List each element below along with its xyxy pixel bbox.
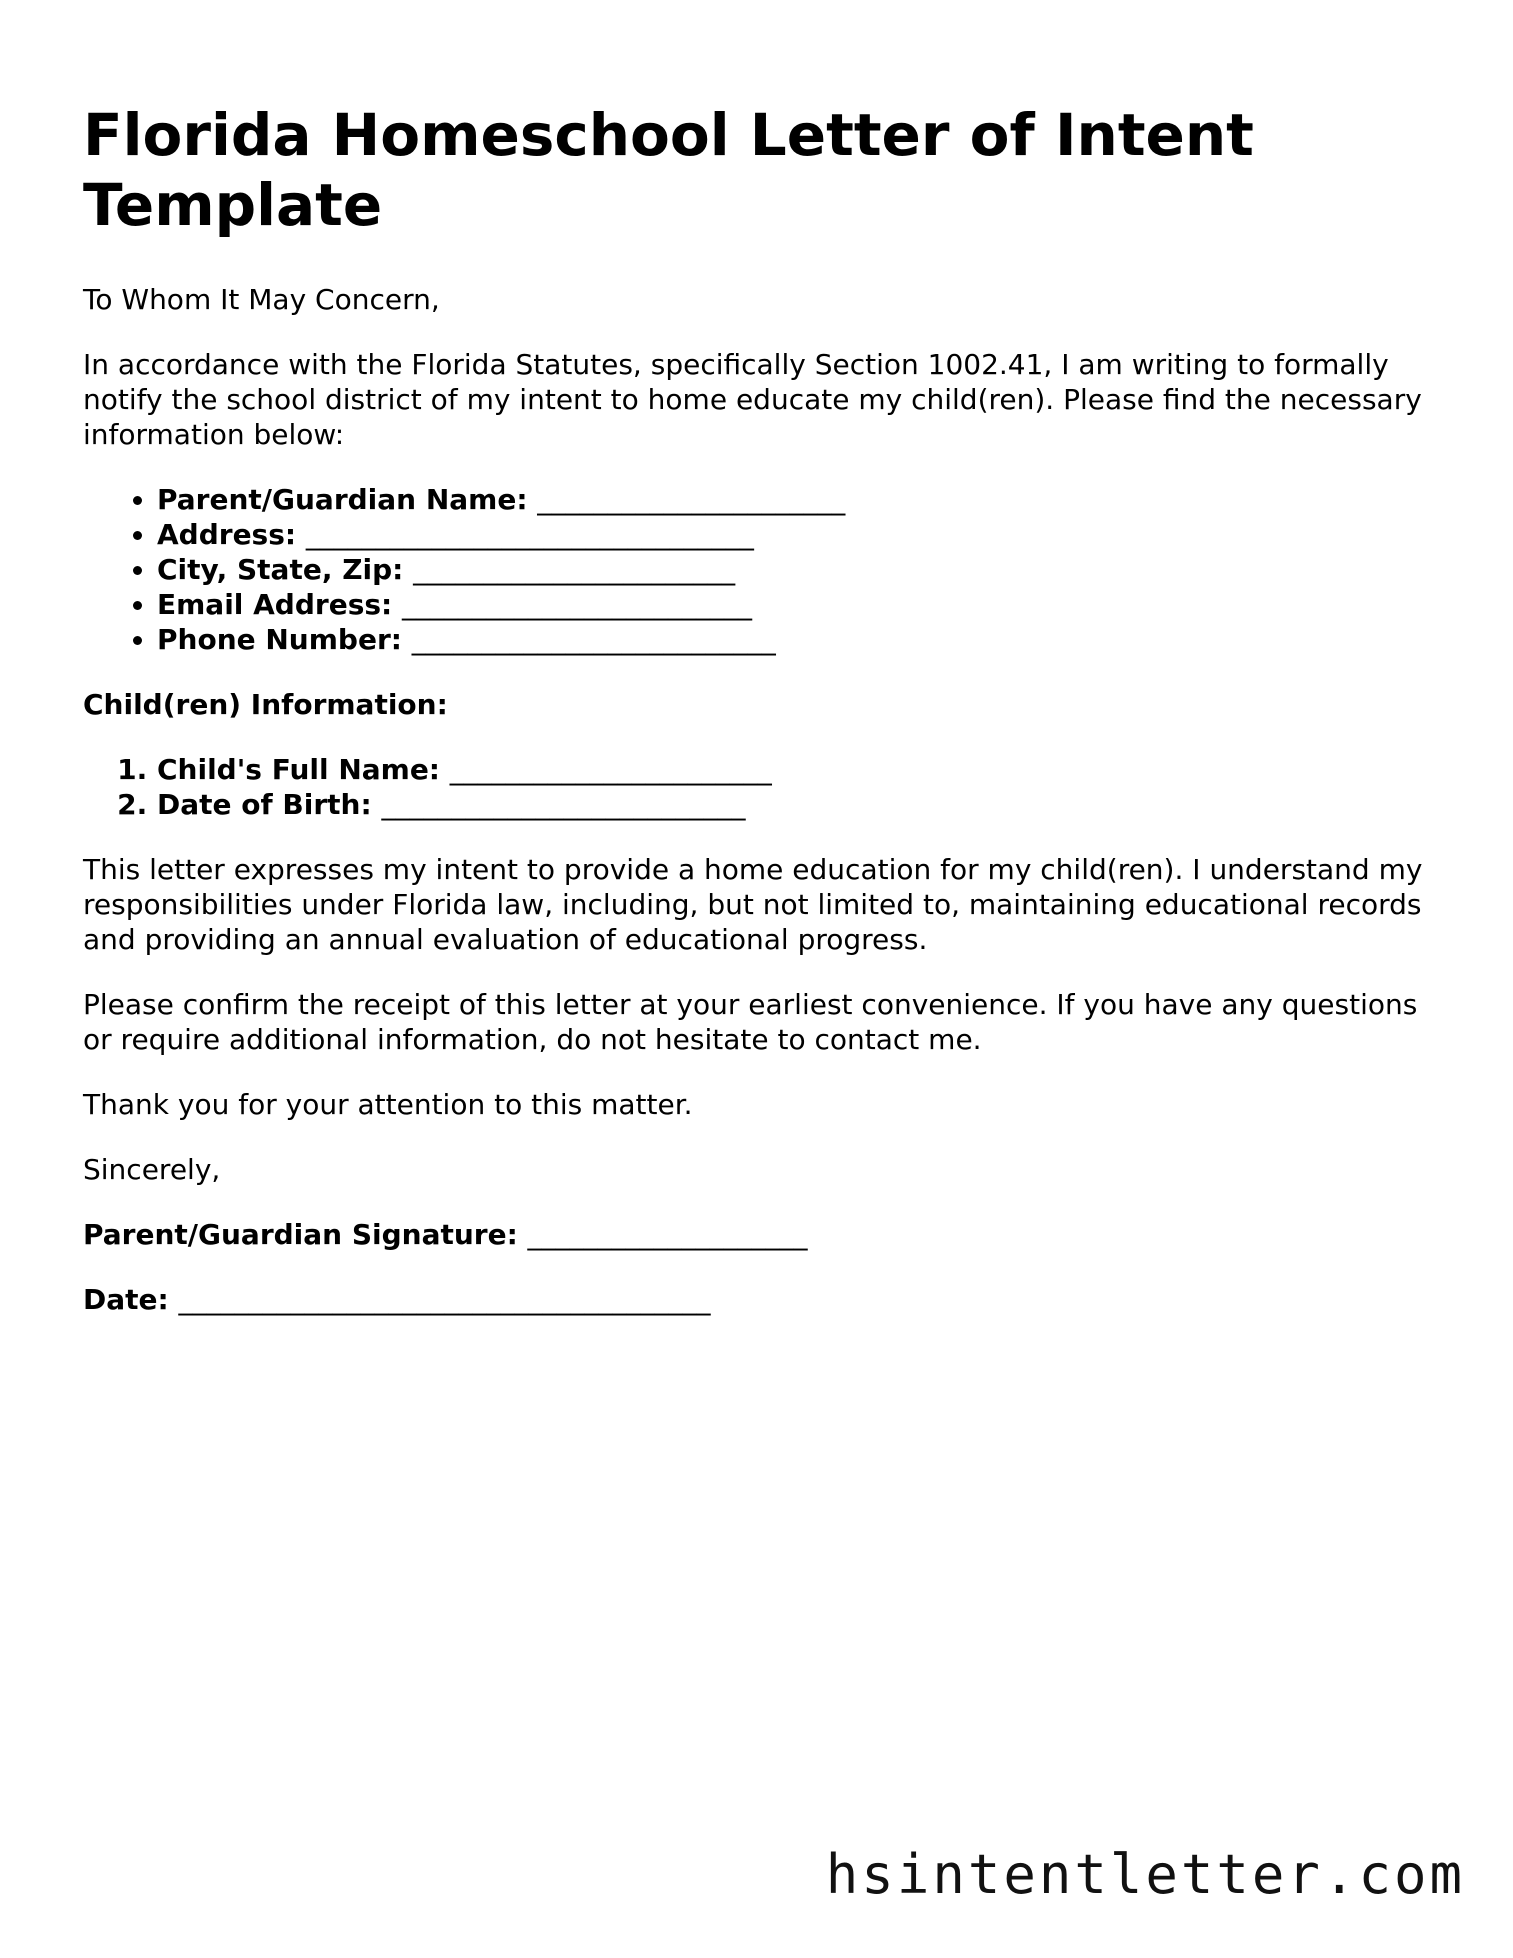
salutation: To Whom It May Concern, — [83, 283, 440, 316]
parent-info-list — [83, 482, 1443, 657]
field-label: Parent/Guardian Name: — [157, 483, 528, 516]
thanks-line: Thank you for your attention to this matter. — [83, 1088, 693, 1121]
body-paragraph: Please confirm the receipt of this letter at your earliest convenience. If you have any questions or require additional information, do not hesitate to contact me. — [83, 988, 1418, 1056]
field-label: Date: — [83, 1283, 169, 1316]
body-paragraph: This letter expresses my intent to provide a home education for my child(ren). I understand my responsibilities under Florida law, including, but not limited to, maintaining educational records and providing an annual evaluation of educational progress. — [83, 853, 1423, 956]
list-item — [157, 517, 1443, 552]
list-item — [157, 587, 1443, 622]
closing-line: Sincerely, — [83, 1153, 221, 1186]
field-label: Phone Number: — [157, 623, 402, 656]
list-item — [157, 787, 1443, 822]
fill-in-line: ________________________________ — [305, 518, 754, 551]
list-item — [157, 622, 1443, 657]
date-line — [83, 1282, 1443, 1317]
field-label: Email Address: — [157, 588, 393, 621]
fill-in-line: _______________________ — [449, 753, 772, 786]
field-label: Date of Birth: — [157, 788, 372, 821]
list-item — [157, 482, 1443, 517]
fill-in-line: _______________________ — [413, 553, 736, 586]
field-label: Child's Full Name: — [157, 753, 441, 786]
fill-in-line: __________________________ — [411, 623, 776, 656]
field-label: Address: — [157, 518, 297, 551]
list-item — [157, 552, 1443, 587]
page-title: Florida Homeschool Letter of Intent Template — [83, 101, 1254, 239]
fill-in-line: ______________________ — [537, 483, 846, 516]
children-info-list — [83, 752, 1443, 822]
fill-in-line: _________________________ — [401, 588, 752, 621]
list-item — [157, 752, 1443, 787]
field-label: City, State, Zip: — [157, 553, 404, 586]
watermark: hsintentletter.com — [825, 1843, 1465, 1906]
fill-in-line: ____________________ — [527, 1218, 808, 1251]
letter-page — [83, 100, 1443, 1317]
fill-in-line: ______________________________________ — [178, 1283, 711, 1316]
field-label: Parent/Guardian Signature: — [83, 1218, 518, 1251]
intro-paragraph: In accordance with the Florida Statutes, specifically Section 1002.41, I am writing to formally notify the school district of my intent to home educate my child(ren). Please find the necessary information below: — [83, 348, 1422, 451]
fill-in-line: __________________________ — [381, 788, 746, 821]
children-heading: Child(ren) Information: — [83, 688, 448, 721]
signature-line — [83, 1217, 1443, 1252]
